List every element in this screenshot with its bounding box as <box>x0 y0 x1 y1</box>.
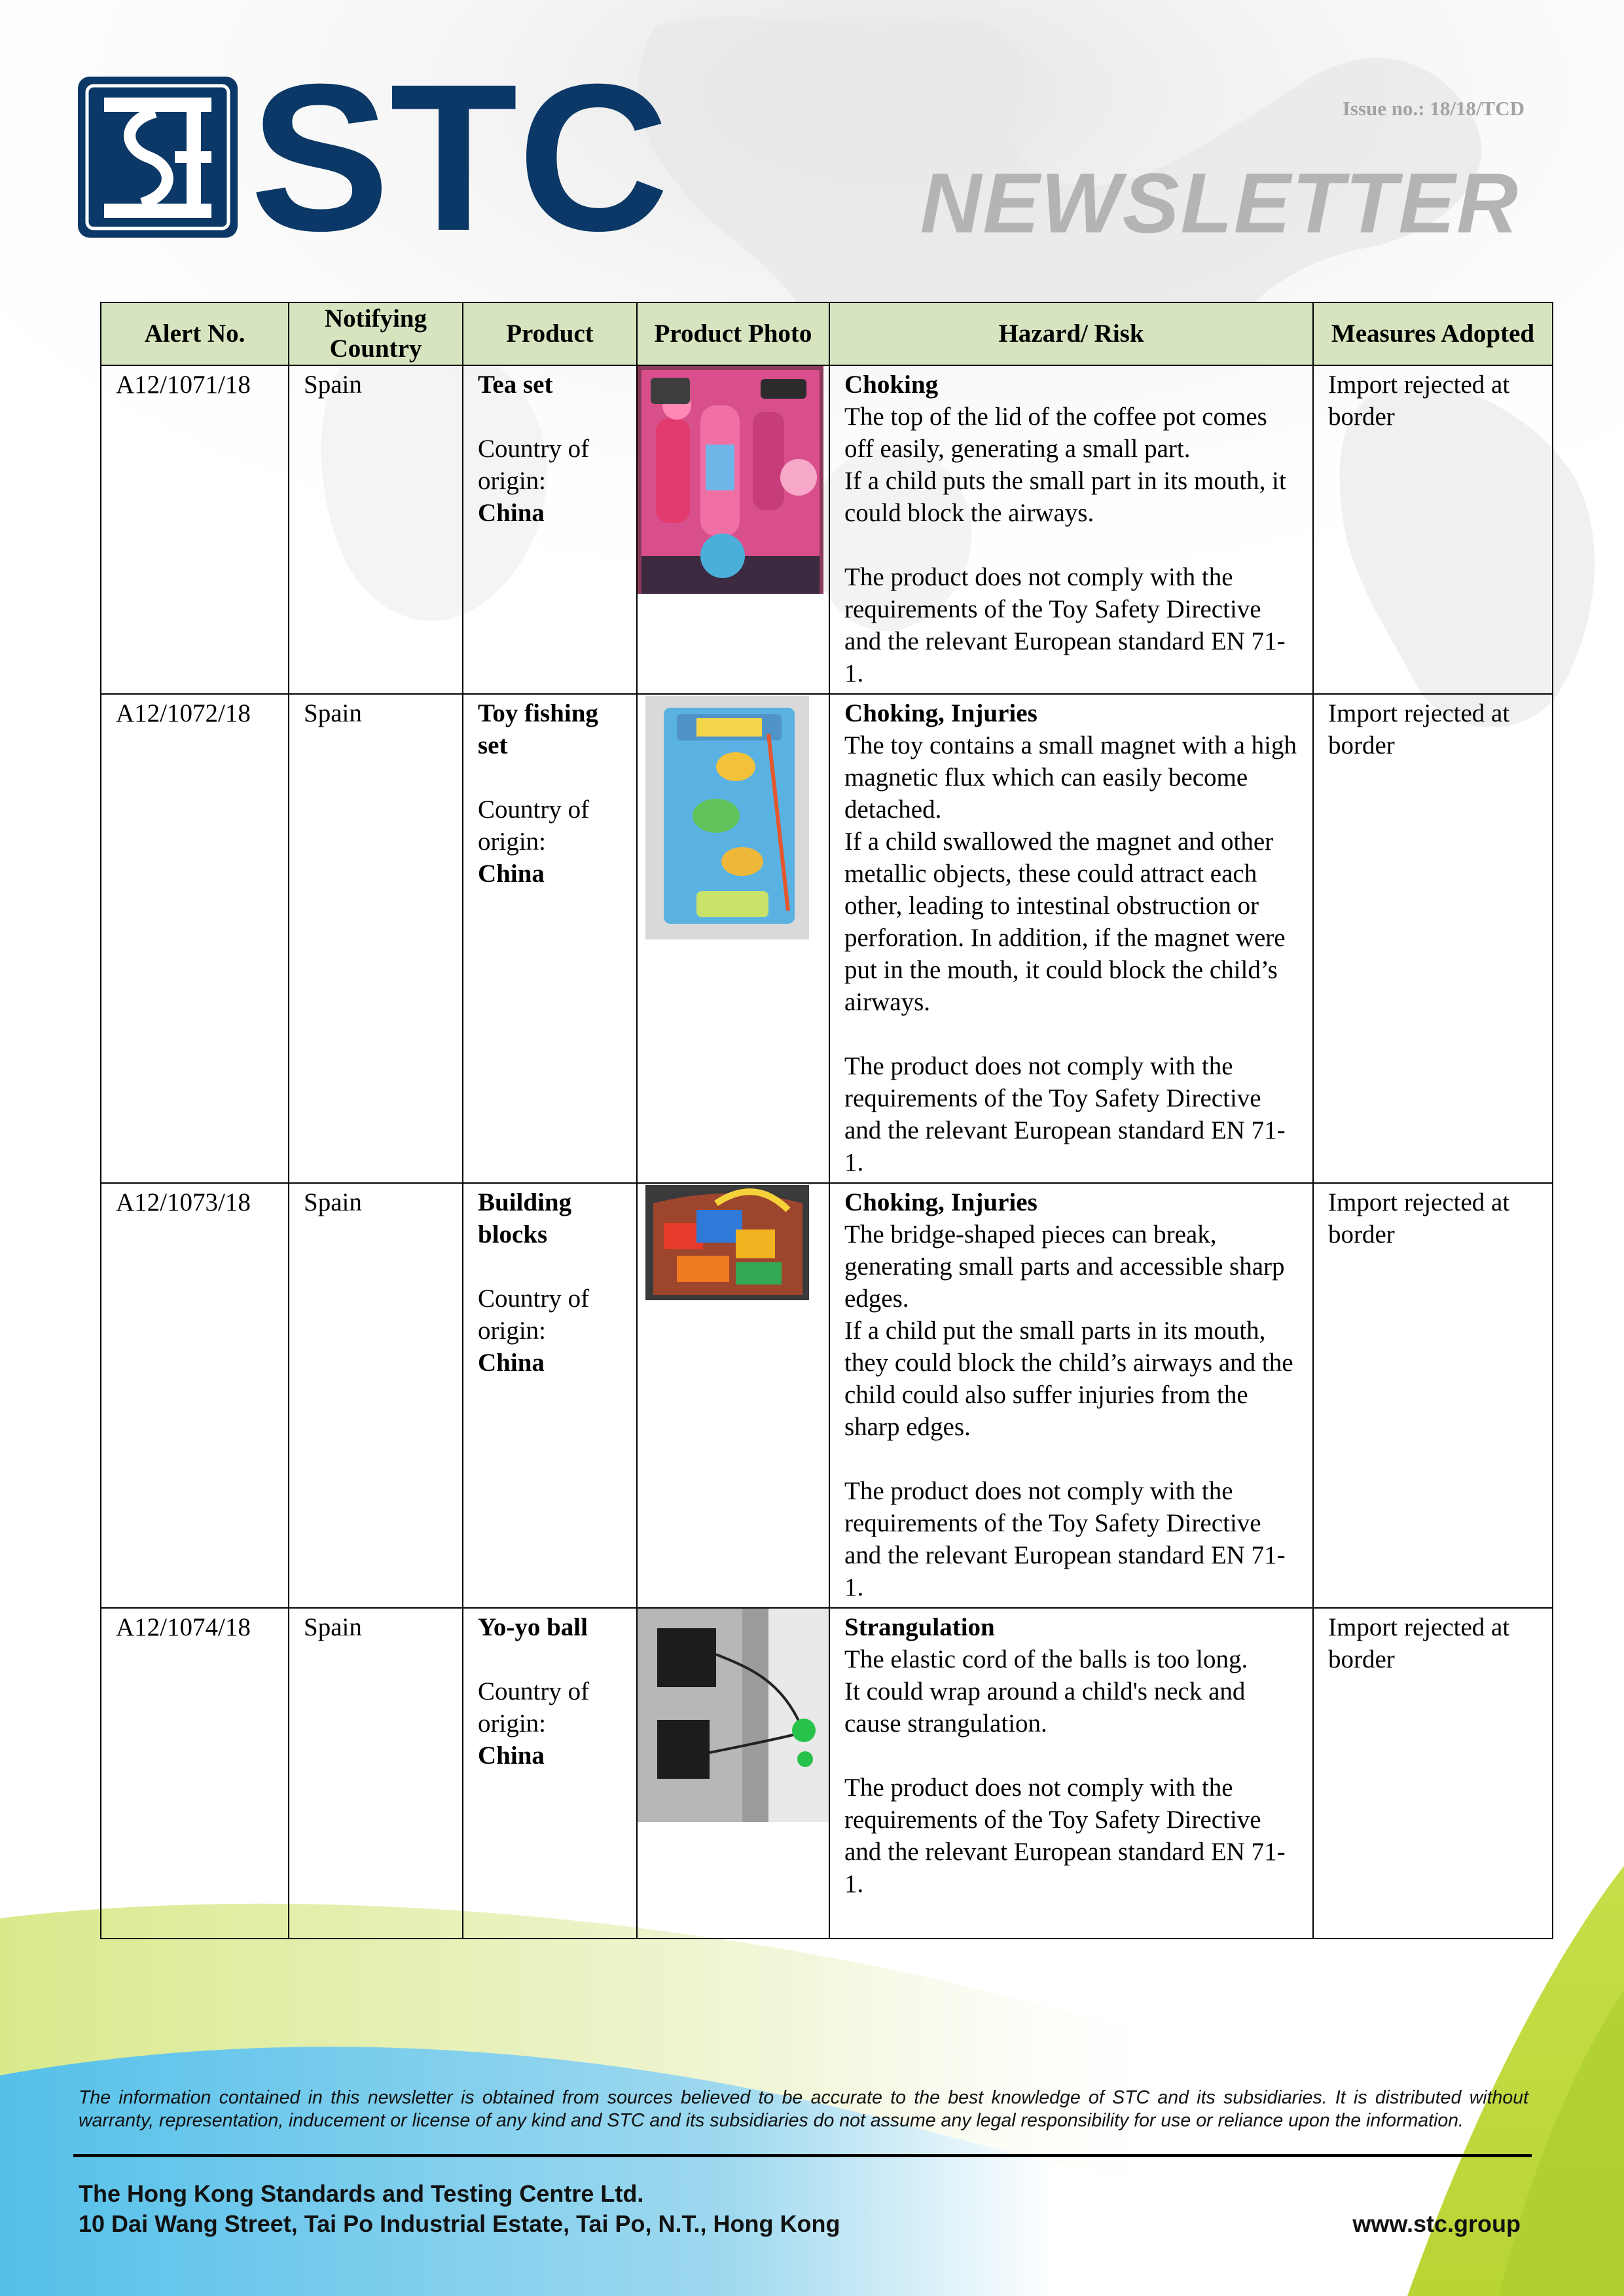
header-alert-no: Alert No. <box>101 302 289 365</box>
product-name: Toy fishing set <box>478 699 598 759</box>
hazard-cell <box>829 1183 1313 1608</box>
alert-number: A12/1071/18 <box>101 365 289 694</box>
hazard-description: The bridge-shaped pieces can break, generating small parts and accessible sharp edges. <box>844 1220 1285 1313</box>
notifying-country: Spain <box>289 1183 463 1608</box>
header-product-photo: Product Photo <box>637 302 829 365</box>
measures-adopted: Import rejected at border <box>1313 1608 1553 1939</box>
origin-country: China <box>478 499 545 527</box>
tea-set-photo <box>638 366 823 594</box>
notifying-country: Spain <box>289 1608 463 1939</box>
alert-number: A12/1073/18 <box>101 1183 289 1608</box>
stc-logo <box>77 75 672 239</box>
product-name: Yo-yo ball <box>478 1613 588 1641</box>
issue-number: Issue no.: 18/18/TCD <box>1342 97 1525 120</box>
hazard-cell <box>829 365 1313 694</box>
table-row <box>101 365 1553 694</box>
origin-country: China <box>478 1741 545 1770</box>
table-row <box>101 1183 1553 1608</box>
product-cell <box>463 365 637 694</box>
product-photo-cell <box>637 1183 829 1608</box>
building-blocks-photo <box>638 1184 827 1302</box>
origin-country: China <box>478 860 545 888</box>
product-photo-cell <box>637 365 829 694</box>
measures-adopted: Import rejected at border <box>1313 694 1553 1183</box>
company-address: 10 Dai Wang Street, Tai Po Industrial Estate, Tai Po, N.T., Hong Kong <box>79 2210 840 2237</box>
hazard-consequence: If a child puts the small part in its mouth, it could block the airways. <box>844 467 1286 527</box>
company-name: The Hong Kong Standards and Testing Centre Ltd. <box>79 2180 644 2207</box>
origin-label: Country of origin: <box>478 1677 590 1738</box>
header-measures-adopted: Measures Adopted <box>1313 302 1553 365</box>
notifying-country: Spain <box>289 365 463 694</box>
product-cell <box>463 1608 637 1939</box>
product-photo-cell <box>637 694 829 1183</box>
hazard-cell <box>829 1608 1313 1939</box>
yoyo-ball-photo <box>638 1609 829 1822</box>
hazard-cell <box>829 694 1313 1183</box>
origin-label: Country of origin: <box>478 435 590 495</box>
header-product: Product <box>463 302 637 365</box>
alert-number: A12/1074/18 <box>101 1608 289 1939</box>
hazard-title: Choking <box>844 371 939 399</box>
header-hazard-risk: Hazard/ Risk <box>829 302 1313 365</box>
newsletter-title: NEWSLETTER <box>920 155 1519 251</box>
measures-adopted: Import rejected at border <box>1313 1183 1553 1608</box>
alerts-table <box>100 302 1553 1939</box>
measures-adopted: Import rejected at border <box>1313 365 1553 694</box>
hazard-title: Strangulation <box>844 1613 995 1641</box>
fishing-set-photo <box>638 695 827 943</box>
product-photo-cell <box>637 1608 829 1939</box>
table-header-row <box>101 302 1553 365</box>
product-cell <box>463 1183 637 1608</box>
origin-country: China <box>478 1349 545 1377</box>
origin-label: Country of origin: <box>478 1285 590 1345</box>
table-row <box>101 694 1553 1183</box>
hazard-title: Choking, Injuries <box>844 1188 1038 1216</box>
compliance-note: The product does not comply with the requirements of the Toy Safety Directive and the relevant European standard EN 71-1. <box>844 563 1286 687</box>
website-link[interactable]: www.stc.group <box>1352 2210 1521 2237</box>
hazard-consequence: If a child swallowed the magnet and other metallic objects, these could attract each other, leading to intestinal obstruction or perforation. In addition, if the magnet were put in the mouth, it could block the child’s airways. <box>844 828 1286 1016</box>
footer-divider <box>73 2154 1532 2157</box>
product-name: Tea set <box>478 371 553 399</box>
disclaimer: The information contained in this newsletter is obtained from sources believed to be accurate to the best knowledge of STC and its subsidiaries. It is distributed without warranty, representation, inducement or license of any kind and STC and its subsidiaries do not assume any legal responsibility for use or reliance upon the information. <box>79 2087 1528 2131</box>
svg-text:STC: STC <box>250 75 669 239</box>
hazard-description: The toy contains a small magnet with a high magnetic flux which can easily become detached. <box>844 731 1297 824</box>
company-info <box>79 2179 840 2239</box>
compliance-note: The product does not comply with the requirements of the Toy Safety Directive and the relevant European standard EN 71-1. <box>844 1774 1286 1898</box>
compliance-note: The product does not comply with the requirements of the Toy Safety Directive and the relevant European standard EN 71-1. <box>844 1477 1286 1601</box>
hazard-description: The elastic cord of the balls is too long. <box>844 1645 1248 1673</box>
origin-label: Country of origin: <box>478 795 590 856</box>
header-notifying-country: Notifying Country <box>289 302 463 365</box>
hazard-consequence: It could wrap around a child's neck and cause strangulation. <box>844 1677 1246 1738</box>
table-row <box>101 1608 1553 1939</box>
hazard-title: Choking, Injuries <box>844 699 1038 727</box>
product-name: Building blocks <box>478 1188 572 1248</box>
notifying-country: Spain <box>289 694 463 1183</box>
hazard-consequence: If a child put the small parts in its mouth, they could block the child’s airways and the child could also suffer injuries from the sharp edges. <box>844 1317 1293 1441</box>
compliance-note: The product does not comply with the requirements of the Toy Safety Directive and the relevant European standard EN 71-1. <box>844 1052 1286 1176</box>
hazard-description: The top of the lid of the coffee pot comes off easily, generating a small part. <box>844 403 1267 463</box>
alert-number: A12/1072/18 <box>101 694 289 1183</box>
product-cell <box>463 694 637 1183</box>
